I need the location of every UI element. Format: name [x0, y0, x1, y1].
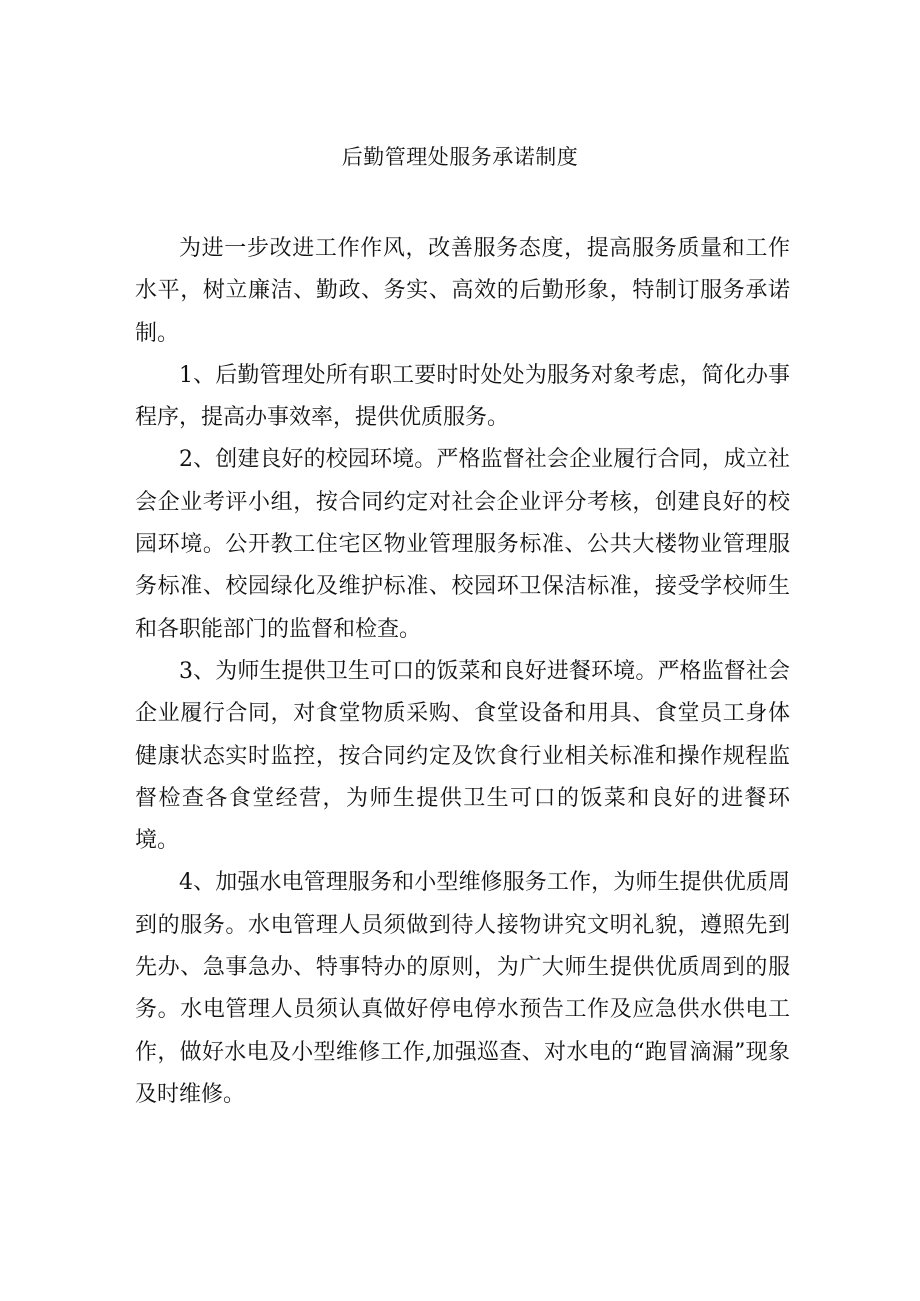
- intro-paragraph: 为进一步改进工作作风，改善服务态度，提高服务质量和工作水平，树立廉洁、勤政、务实、高效的后勤形象，特制订服务承诺制。: [135, 236, 790, 346]
- clause-3-paragraph: 3、为师生提供卫生可口的饭菜和良好进餐环境。严格监督社会企业履行合同，对食堂物质采购、食堂设备和用具、食堂员工身体健康状态实时监控，按合同约定及饮食行业相关标准和操作规程监督检查各食堂经营，为师生提供卫生可口的饭菜和良好的进餐环境。: [135, 658, 790, 854]
- document-title: 后勤管理处服务承诺制度: [341, 145, 579, 169]
- clause-4-paragraph: 4、加强水电管理服务和小型维修服务工作，为师生提供优质周到的服务。水电管理人员须做到待人接物讲究文明礼貌，遵照先到先办、急事急办、特事特办的原则，为广大师生提供优质周到的服务。水电管理人员须认真做好停电停水预告工作及应急供水供电工作，做好水电及小型维修工作,加强巡查、对水电的“跑冒滴漏”现象及时维修。: [135, 870, 790, 1107]
- clause-1-paragraph: 1、后勤管理处所有职工要时时处处为服务对象考虑，简化办事程序，提高办事效率，提供优质服务。: [135, 362, 790, 431]
- clause-2-paragraph: 2、创建良好的校园环境。严格监督社会企业履行合同，成立社会企业考评小组，按合同约定对社会企业评分考核，创建良好的校园环境。公开教工住宅区物业管理服务标准、公共大楼物业管理服务标准、校园绿化及维护标准、校园环卫保洁标准，接受学校师生和各职能部门的监督和检查。: [135, 447, 790, 642]
- document-body: [135, 228, 790, 1116]
